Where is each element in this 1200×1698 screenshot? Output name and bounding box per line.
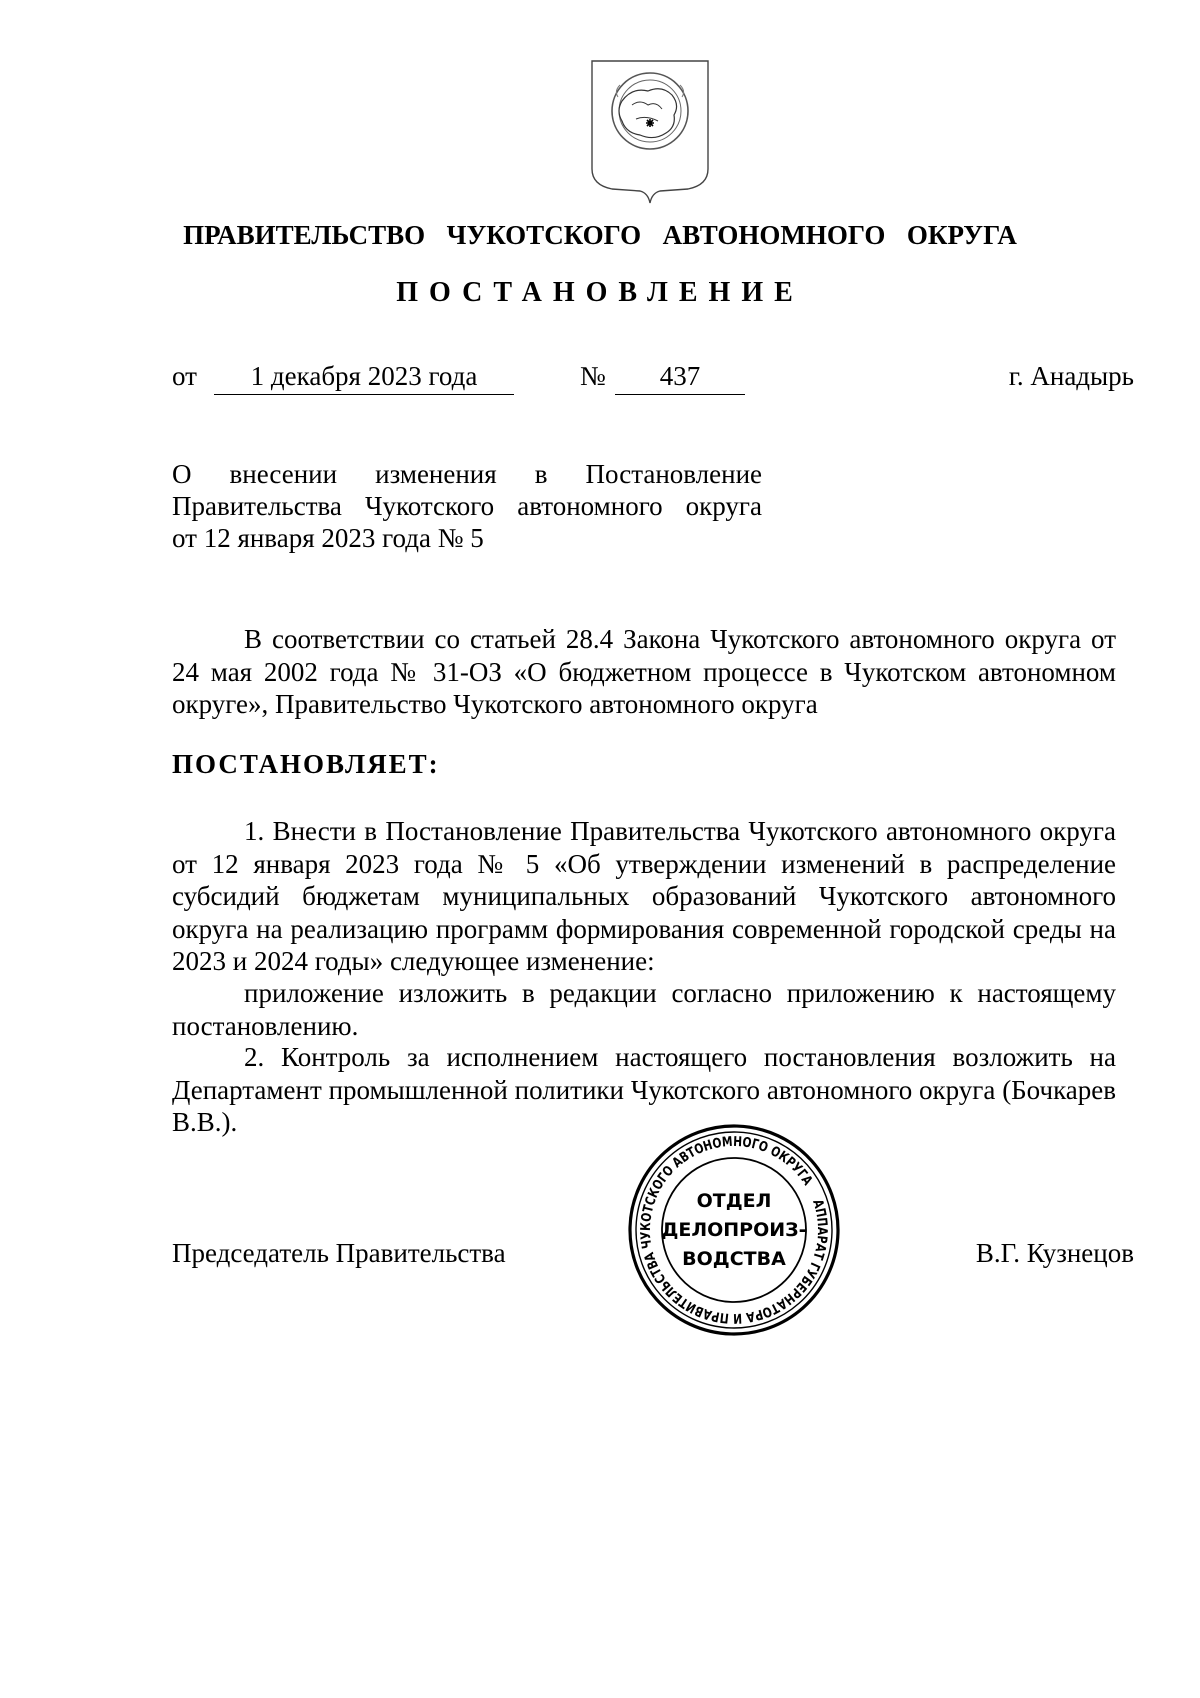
item-1-sub-paragraph: приложение изложить в редакции согласно приложению к настоящему постановлению. (172, 978, 1116, 1041)
official-stamp (624, 1120, 844, 1340)
stamp-ring-text: АППАРАТ ГУБЕРНАТОРА И ПРАВИТЕЛЬСТВА ЧУКОТСКОГО АВТОНОМНОГО ОКРУГА (637, 1133, 831, 1327)
coat-of-arms-emblem (588, 57, 712, 207)
item-1-paragraph: 1. Внести в Постановление Правительства Чукотского автономного округа от 12 января 2023 года № 5 «Об утверждении изменений в распределение субсидий бюджетам муниципальных образований Чукотского автономного округа на реализацию программ формирования современной городской среды на 2023 и 2024 годы» следующее изменение: (172, 816, 1116, 976)
document-type-title: ПОСТАНОВЛЕНИЕ (396, 277, 804, 308)
resolves-heading: ПОСТАНОВЛЯЕТ: (172, 749, 440, 779)
item-2-paragraph: 2. Контроль за исполнением настоящего постановления возложить на Департамент промышленной политики Чукотского автономного округа (Бочкарев В.В.). (172, 1042, 1116, 1137)
organization-title: ПРАВИТЕЛЬСТВО ЧУКОТСКОГО АВТОНОМНОГО ОКРУГА (183, 220, 1017, 250)
stamp-center-line: ВОДСТВА (682, 1248, 786, 1270)
signer-title: Председатель Правительства (172, 1238, 506, 1268)
subject-line: от 12 января 2023 года № 5 (172, 523, 484, 553)
signer-name: В.Г. Кузнецов (975, 1238, 1134, 1268)
date-prefix: от (172, 361, 197, 391)
preamble-paragraph: В соответствии со статьей 28.4 Закона Чукотского автономного округа от 24 мая 2002 года № 31-ОЗ «О бюджетном процессе в Чукотском автономном округе», Правительство Чукотского автономного округа (172, 624, 1116, 719)
stamp-center-line: ОТДЕЛ (696, 1190, 772, 1212)
subject-line: Правительства Чукотского автономного округа (172, 491, 762, 521)
document-date: 1 декабря 2023 года (214, 360, 514, 395)
document-subject (172, 458, 762, 554)
number-prefix: № (580, 361, 606, 391)
document-city: г. Анадырь (1008, 361, 1134, 391)
subject-line: О внесении изменения в Постановление (172, 459, 762, 489)
document-number: 437 (615, 360, 745, 395)
stamp-center-line: ДЕЛОПРОИЗ- (661, 1219, 807, 1241)
